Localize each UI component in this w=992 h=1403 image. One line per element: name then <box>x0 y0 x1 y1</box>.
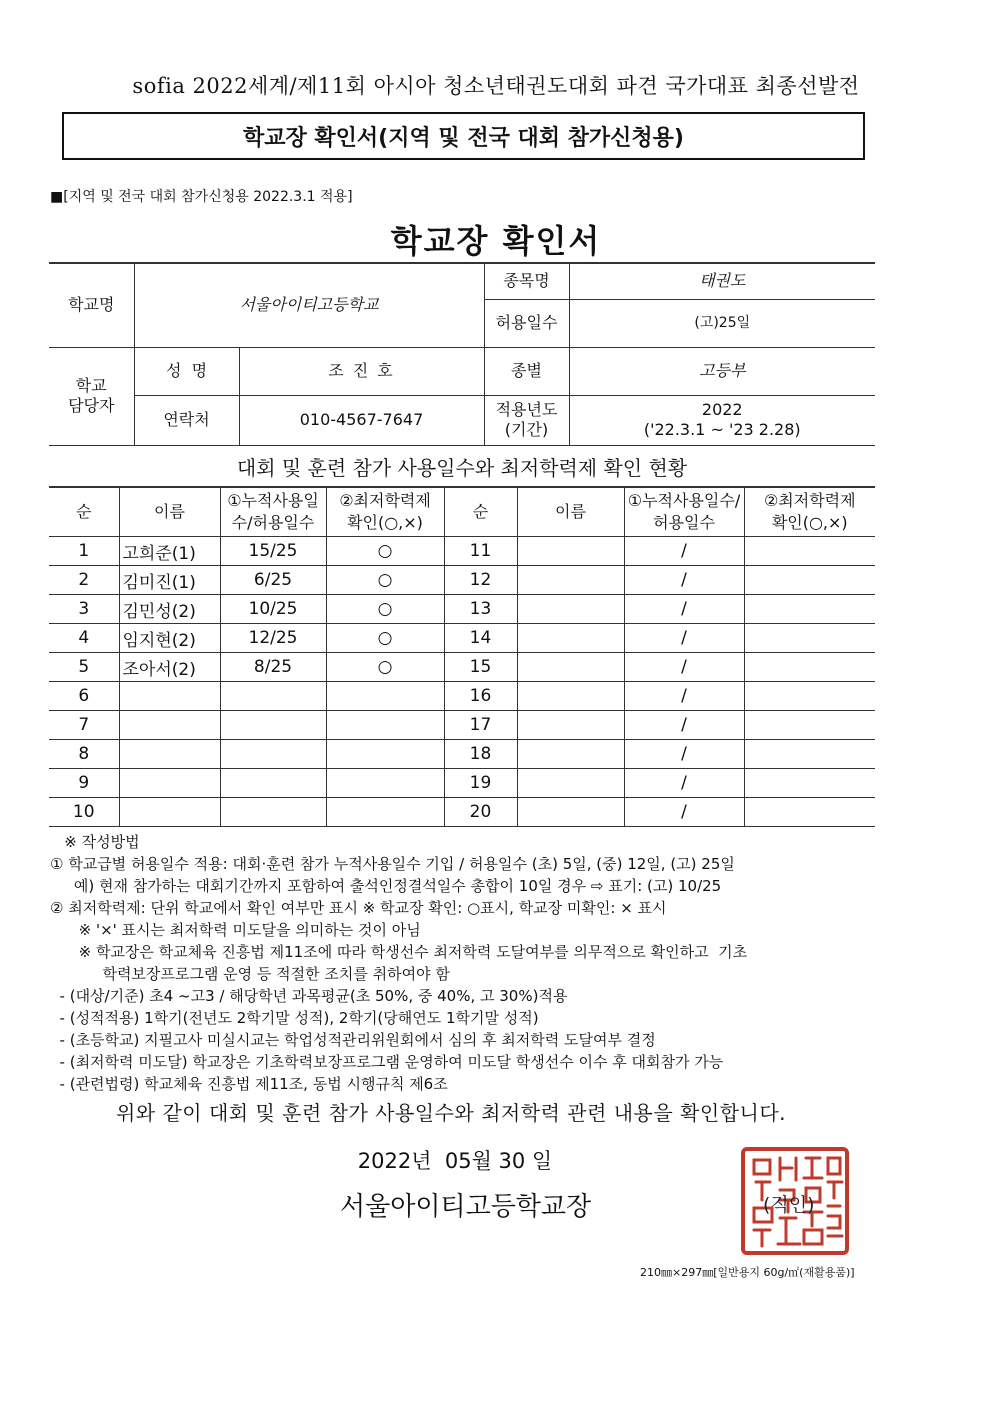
academic-check: ○ <box>326 653 444 682</box>
header-check-right-line1: ②최저학력제 <box>763 491 856 510</box>
row-number: 7 <box>49 711 119 740</box>
row-number: 16 <box>444 682 517 711</box>
table-row <box>49 682 875 711</box>
instruction-line: - (최저학력 미도달) 학교장은 기초학력보장프로그램 운영하여 미도달 학생선수 이수 후 대회참가 가능 <box>50 1053 724 1071</box>
row-number: 20 <box>444 798 517 827</box>
division-label: 종별 <box>484 347 569 395</box>
issue-date: 2022년 05월 30 일 <box>357 1149 553 1173</box>
academic-check <box>744 595 875 624</box>
row-number: 4 <box>49 624 119 653</box>
manager-label-line2: 담당자 <box>68 396 115 415</box>
athlete-name <box>517 624 624 653</box>
header-days-right-line2: 허용일수 <box>653 513 715 532</box>
athlete-rows <box>49 537 875 827</box>
header-name-right: 이름 <box>517 487 624 537</box>
row-number: 17 <box>444 711 517 740</box>
days-used: / <box>624 740 744 769</box>
academic-check <box>744 769 875 798</box>
period-value: ('22.3.1 ~ '23 2.28) <box>643 420 801 439</box>
row-number: 19 <box>444 769 517 798</box>
days-used <box>220 740 326 769</box>
athlete-name: 고희준(1) <box>119 537 220 566</box>
header-days-line2: 수/허용일수 <box>231 513 315 532</box>
days-used: 8/25 <box>220 653 326 682</box>
row-number: 10 <box>49 798 119 827</box>
academic-check <box>326 711 444 740</box>
division-value: 고등부 <box>569 347 875 395</box>
academic-check: ○ <box>326 624 444 653</box>
row-number: 13 <box>444 595 517 624</box>
academic-check: ○ <box>326 566 444 595</box>
athlete-name <box>119 682 220 711</box>
athlete-name: 김민성(2) <box>119 595 220 624</box>
year-label <box>484 395 569 445</box>
days-used: / <box>624 769 744 798</box>
athlete-name <box>517 798 624 827</box>
header-check <box>326 487 444 537</box>
row-number: 6 <box>49 682 119 711</box>
document-title: 학교장 확인서 <box>390 222 602 260</box>
academic-check <box>326 769 444 798</box>
name-label: 성 명 <box>134 347 239 395</box>
instruction-line: ※ '×' 표시는 최저학력 미도달을 의미하는 것이 아님 <box>50 921 421 939</box>
days-used: 15/25 <box>220 537 326 566</box>
athlete-name <box>517 595 624 624</box>
manager-label-line1: 학교 <box>75 376 107 395</box>
athlete-name <box>517 740 624 769</box>
days-used: / <box>624 798 744 827</box>
contact-value: 010-4567-7647 <box>239 395 484 445</box>
days-used: / <box>624 711 744 740</box>
days-used <box>220 682 326 711</box>
event-value: 태권도 <box>569 263 875 299</box>
allowed-days-label: 허용일수 <box>484 299 569 347</box>
table-row <box>49 740 875 769</box>
table-row <box>49 595 875 624</box>
academic-check <box>744 624 875 653</box>
instruction-line: - (관련법령) 학교체육 진흥법 제11조, 동법 시행규칙 제6조 <box>50 1075 448 1093</box>
row-number: 3 <box>49 595 119 624</box>
athlete-name <box>517 769 624 798</box>
table-row <box>49 798 875 827</box>
academic-check <box>744 711 875 740</box>
competition-title: sofia 2022세계/제11회 아시아 청소년태권도대회 파견 국가대표 최종선발전 <box>132 74 860 98</box>
athlete-name: 임지현(2) <box>119 624 220 653</box>
academic-check <box>744 740 875 769</box>
instruction-line: ② 최저학력제: 단위 학교에서 확인 여부만 표시 ※ 학교장 확인: ○표시, 학교장 미확인: × 표시 <box>50 899 667 917</box>
header-days-right <box>624 487 744 537</box>
days-used: / <box>624 595 744 624</box>
athlete-name <box>517 711 624 740</box>
days-used: 6/25 <box>220 566 326 595</box>
header-check-right <box>744 487 875 537</box>
row-number: 8 <box>49 740 119 769</box>
seal-label: (직인) <box>763 1194 815 1216</box>
row-number: 1 <box>49 537 119 566</box>
instruction-line: - (대상/기준) 초4 ~고3 / 해당학년 과목평균(초 50%, 중 40%, 고 30%)적용 <box>50 987 568 1005</box>
days-used <box>220 711 326 740</box>
athlete-name <box>517 682 624 711</box>
days-used: / <box>624 682 744 711</box>
instruction-line: ※ 학교장은 학교체육 진흥법 제11조에 따라 학생선수 최저학력 도달여부를 의무적으로 확인하고 기초 <box>50 943 748 961</box>
athlete-name <box>119 740 220 769</box>
athlete-name <box>119 711 220 740</box>
instruction-line: ① 학교급별 허용일수 적용: 대회·훈련 참가 누적사용일수 기입 / 허용일수 (초) 5일, (중) 12일, (고) 25일 <box>50 855 735 873</box>
confirmation-statement: 위와 같이 대회 및 훈련 참가 사용일수와 최저학력 관련 내용을 확인합니다. <box>115 1101 787 1125</box>
athlete-name <box>119 769 220 798</box>
days-used: / <box>624 537 744 566</box>
academic-check <box>326 740 444 769</box>
table-row <box>49 711 875 740</box>
days-used: / <box>624 566 744 595</box>
athlete-name <box>517 653 624 682</box>
year-cell <box>569 395 875 445</box>
academic-check <box>744 566 875 595</box>
manager-label <box>49 347 134 445</box>
academic-check: ○ <box>326 537 444 566</box>
athlete-name <box>517 566 624 595</box>
row-number: 9 <box>49 769 119 798</box>
instruction-line: 예) 현재 참가하는 대회기간까지 포함하여 출석인정결석일수 총합이 10일 경우 ⇨ 표기: (고) 10/25 <box>50 877 722 895</box>
table-row <box>49 537 875 566</box>
instruction-line: 학력보장프로그램 운영 등 적절한 조치를 취하여야 함 <box>50 965 450 983</box>
school-value: 서울아이티고등학교 <box>134 263 484 347</box>
header-days-right-line1: ①누적사용일수/ <box>627 491 741 510</box>
table-row <box>49 624 875 653</box>
days-used: / <box>624 624 744 653</box>
table-row <box>49 653 875 682</box>
academic-check <box>744 798 875 827</box>
table-row <box>49 566 875 595</box>
header-name: 이름 <box>119 487 220 537</box>
athlete-name: 김미진(1) <box>119 566 220 595</box>
instruction-line: - (성적적용) 1학기(전년도 2학기말 성적), 2학기(당해연도 1학기말 성적) <box>50 1009 539 1027</box>
header-no: 순 <box>49 487 119 537</box>
athlete-name: 조아서(2) <box>119 653 220 682</box>
row-number: 15 <box>444 653 517 682</box>
header-days-line1: ①누적사용일 <box>227 491 319 510</box>
days-used <box>220 769 326 798</box>
boxed-title: 학교장 확인서(지역 및 전국 대회 참가신청용) <box>62 112 865 160</box>
academic-check <box>744 682 875 711</box>
instructions <box>50 831 747 1095</box>
row-number: 11 <box>444 537 517 566</box>
academic-check <box>744 653 875 682</box>
row-number: 5 <box>49 653 119 682</box>
section-title: 대회 및 훈련 참가 사용일수와 최저학력제 확인 현황 <box>236 456 688 480</box>
principal-name: 서울아이티고등학교장 <box>340 1192 592 1222</box>
academic-check <box>744 537 875 566</box>
event-label: 종목명 <box>484 263 569 299</box>
year-label-line2: (기간) <box>504 420 549 439</box>
row-number: 14 <box>444 624 517 653</box>
days-used <box>220 798 326 827</box>
days-used: 10/25 <box>220 595 326 624</box>
academic-check <box>326 798 444 827</box>
instruction-line: ※ 작성방법 <box>50 833 140 851</box>
days-used: / <box>624 653 744 682</box>
contact-label: 연락처 <box>134 395 239 445</box>
header-no-right: 순 <box>444 487 517 537</box>
school-label: 학교명 <box>49 263 134 347</box>
paper-size-note: 210㎜×297㎜[일반용지 60g/㎡(재활용품)] <box>640 1266 855 1279</box>
table-row <box>49 769 875 798</box>
row-number: 18 <box>444 740 517 769</box>
academic-check <box>326 682 444 711</box>
year-value: 2022 <box>701 400 743 419</box>
athlete-name <box>517 537 624 566</box>
header-days <box>220 487 326 537</box>
year-label-line1: 적용년도 <box>495 400 558 419</box>
allowed-days-value: (고)25일 <box>569 299 875 347</box>
school-info-table <box>49 262 875 446</box>
athlete-name <box>119 798 220 827</box>
row-number: 2 <box>49 566 119 595</box>
manager-name: 조 진 호 <box>239 347 484 395</box>
header-check-line2: 확인(○,×) <box>347 513 423 532</box>
days-used: 12/25 <box>220 624 326 653</box>
athlete-table <box>49 486 875 827</box>
academic-check: ○ <box>326 595 444 624</box>
row-number: 12 <box>444 566 517 595</box>
header-check-right-line2: 확인(○,×) <box>771 513 848 532</box>
instruction-line: - (초등학교) 지필고사 미실시교는 학업성적관리위원회에서 심의 후 최저학력 도달여부 결정 <box>50 1031 656 1049</box>
header-check-line1: ②최저학력제 <box>339 491 431 510</box>
applicable-note: ■[지역 및 전국 대회 참가신청용 2022.3.1 적용] <box>50 189 353 205</box>
